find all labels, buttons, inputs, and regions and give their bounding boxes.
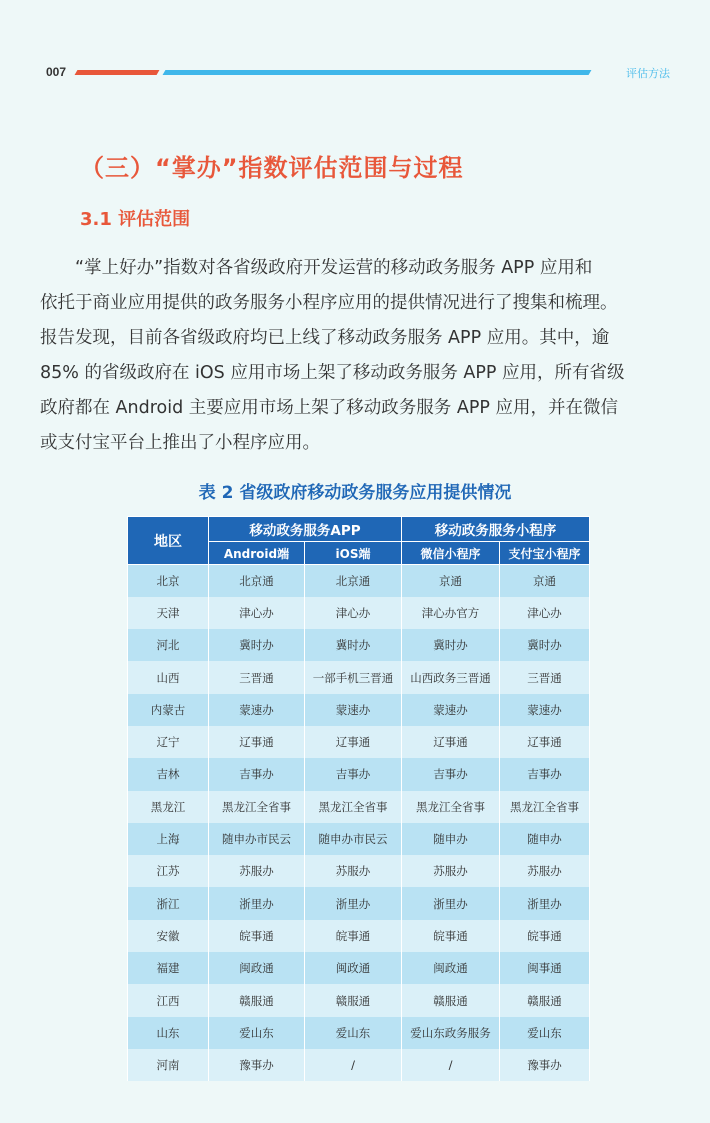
region-cell: 吉林 [128,758,209,790]
alipay-cell: 京通 [500,565,590,597]
region-cell: 河南 [128,1049,209,1081]
table-row [128,726,590,758]
wechat-cell: 冀时办 [402,629,500,661]
ios-cell: 随申办市民云 [305,823,402,855]
wechat-cell: 苏服办 [402,855,500,887]
app-table [127,516,590,1081]
table-row [128,629,590,661]
android-cell: 苏服办 [209,855,305,887]
alipay-cell: 浙里办 [500,887,590,919]
alipay-cell: 豫事办 [500,1049,590,1081]
ios-cell: / [305,1049,402,1081]
alipay-cell: 吉事办 [500,758,590,790]
table-row [128,823,590,855]
paragraph-line: “掌上好办”指数对各省级政府开发运营的移动政务服务 APP 应用和 [75,258,593,278]
wechat-cell: 闽政通 [402,952,500,984]
alipay-cell: 皖事通 [500,920,590,952]
android-cell: 辽事通 [209,726,305,758]
header-android: Android端 [209,542,305,565]
wechat-cell: 吉事办 [402,758,500,790]
android-cell: 赣服通 [209,984,305,1016]
table-row [128,1017,590,1049]
paragraph-line: 政府都在 Android 主要应用市场上架了移动政务服务 APP 应用，并在微信 [40,398,618,418]
wechat-cell: 黑龙江全省事 [402,791,500,823]
ios-cell: 浙里办 [305,887,402,919]
paragraph-line: 报告发现，目前各省级政府均已上线了移动政务服务 APP 应用。其中，逾 [40,328,610,348]
region-cell: 内蒙古 [128,694,209,726]
region-cell: 河北 [128,629,209,661]
ios-cell: 蒙速办 [305,694,402,726]
region-cell: 福建 [128,952,209,984]
ios-cell: 爱山东 [305,1017,402,1049]
android-cell: 闽政通 [209,952,305,984]
header-red-bar [75,70,160,75]
header-miniprogram-group: 移动政务服务小程序 [402,517,590,542]
ios-cell: 一部手机三晋通 [305,661,402,693]
region-cell: 黑龙江 [128,791,209,823]
region-cell: 北京 [128,565,209,597]
wechat-cell: 爱山东政务服务 [402,1017,500,1049]
page-number: 007 [46,65,67,79]
header-wechat: 微信小程序 [402,542,500,565]
region-cell: 浙江 [128,887,209,919]
wechat-cell: 浙里办 [402,887,500,919]
ios-cell: 黑龙江全省事 [305,791,402,823]
android-cell: 吉事办 [209,758,305,790]
wechat-cell: 山西政务三晋通 [402,661,500,693]
wechat-cell: 京通 [402,565,500,597]
table-row [128,758,590,790]
alipay-cell: 三晋通 [500,661,590,693]
android-cell: 黑龙江全省事 [209,791,305,823]
ios-cell: 闽政通 [305,952,402,984]
paragraph-line: 85% 的省级政府在 iOS 应用市场上架了移动政务服务 APP 应用，所有省级 [40,363,625,383]
table-row [128,920,590,952]
table-row [128,597,590,629]
wechat-cell: / [402,1049,500,1081]
ios-cell: 北京通 [305,565,402,597]
ios-cell: 皖事通 [305,920,402,952]
android-cell: 随申办市民云 [209,823,305,855]
android-cell: 浙里办 [209,887,305,919]
region-cell: 上海 [128,823,209,855]
region-cell: 江西 [128,984,209,1016]
region-cell: 江苏 [128,855,209,887]
table-row [128,661,590,693]
table-row [128,855,590,887]
wechat-cell: 皖事通 [402,920,500,952]
wechat-cell: 蒙速办 [402,694,500,726]
ios-cell: 津心办 [305,597,402,629]
alipay-cell: 爱山东 [500,1017,590,1049]
android-cell: 三晋通 [209,661,305,693]
wechat-cell: 随申办 [402,823,500,855]
alipay-cell: 闽事通 [500,952,590,984]
alipay-cell: 冀时办 [500,629,590,661]
header-region: 地区 [128,517,209,565]
ios-cell: 赣服通 [305,984,402,1016]
alipay-cell: 津心办 [500,597,590,629]
region-cell: 安徽 [128,920,209,952]
android-cell: 豫事办 [209,1049,305,1081]
region-cell: 辽宁 [128,726,209,758]
android-cell: 爱山东 [209,1017,305,1049]
header-alipay: 支付宝小程序 [500,542,590,565]
alipay-cell: 赣服通 [500,984,590,1016]
header-blue-bar [163,70,592,75]
alipay-cell: 蒙速办 [500,694,590,726]
alipay-cell: 苏服办 [500,855,590,887]
body-paragraph [40,251,672,461]
alipay-cell: 随申办 [500,823,590,855]
android-cell: 津心办 [209,597,305,629]
region-cell: 天津 [128,597,209,629]
header-ios: iOS端 [305,542,402,565]
section-title: （三）“掌办”指数评估范围与过程 [80,154,464,182]
paragraph-line: 依托于商业应用提供的政务服务小程序应用的提供情况进行了搜集和梳理。 [40,293,618,313]
table-row [128,791,590,823]
ios-cell: 辽事通 [305,726,402,758]
table-body [128,565,590,1082]
wechat-cell: 赣服通 [402,984,500,1016]
table-row [128,565,590,597]
wechat-cell: 津心办官方 [402,597,500,629]
page-header [0,66,710,80]
subsection-title: 3.1 评估范围 [80,209,191,230]
wechat-cell: 辽事通 [402,726,500,758]
table-row [128,952,590,984]
android-cell: 北京通 [209,565,305,597]
ios-cell: 吉事办 [305,758,402,790]
region-cell: 山东 [128,1017,209,1049]
ios-cell: 冀时办 [305,629,402,661]
android-cell: 皖事通 [209,920,305,952]
table-row [128,694,590,726]
table-row [128,887,590,919]
alipay-cell: 辽事通 [500,726,590,758]
table-caption: 表 2 省级政府移动政务服务应用提供情况 [198,483,512,503]
ios-cell: 苏服办 [305,855,402,887]
alipay-cell: 黑龙江全省事 [500,791,590,823]
section-label: 评估方法 [626,67,670,80]
region-cell: 山西 [128,661,209,693]
table-row [128,1049,590,1081]
android-cell: 蒙速办 [209,694,305,726]
android-cell: 冀时办 [209,629,305,661]
header-app-group: 移动政务服务APP [209,517,402,542]
paragraph-line: 或支付宝平台上推出了小程序应用。 [40,433,320,453]
table-row [128,984,590,1016]
